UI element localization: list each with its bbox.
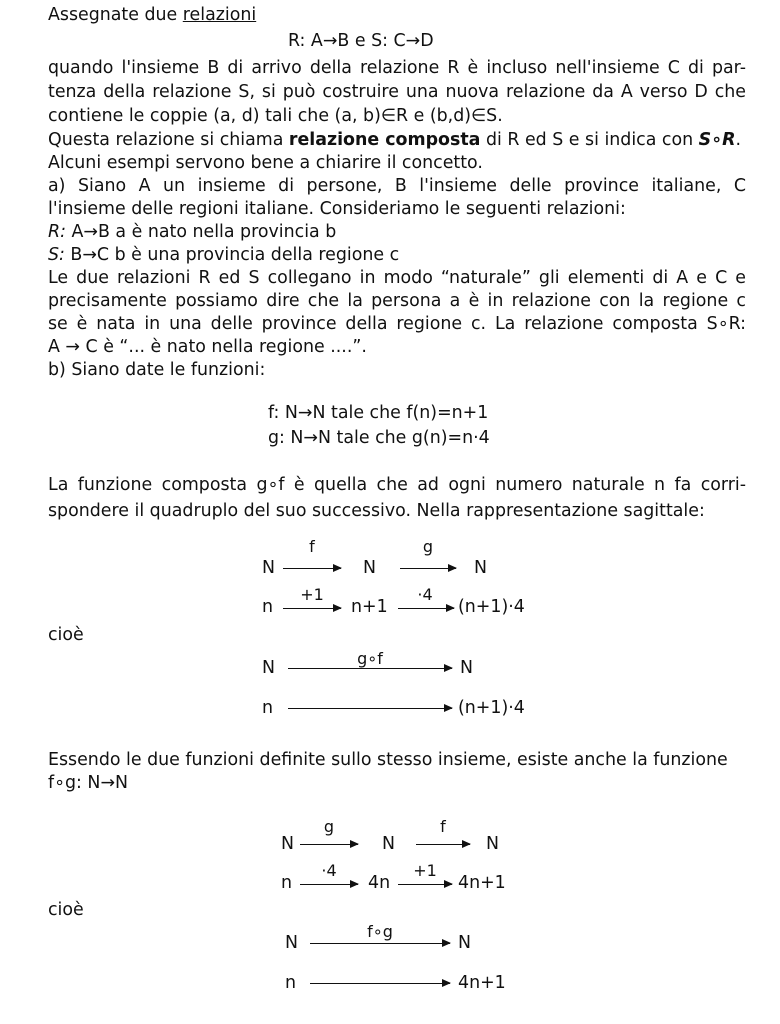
set-label: N xyxy=(474,558,488,578)
set-label: N xyxy=(285,933,299,953)
arrow-label: f xyxy=(440,817,446,836)
arrow-right-icon xyxy=(300,884,358,885)
para1-line2: tenza della relazione S, si può costruire una nuova relazione da A verso D che xyxy=(48,82,746,102)
example-a-line7: se è nata in una delle province della regione c. La relazione composta S∘R: xyxy=(48,314,746,334)
set-label: N xyxy=(486,834,500,854)
arrow-right-icon xyxy=(283,568,341,569)
set-label: N xyxy=(281,834,295,854)
element-label: 4n xyxy=(368,873,391,893)
relation-r-line xyxy=(48,221,336,243)
definition-line xyxy=(48,129,741,151)
relation-formula: R: A→B e S: C→D xyxy=(288,31,434,51)
arrow-label: ·4 xyxy=(417,585,433,604)
definition-mid: di R ed S e si indica con xyxy=(480,130,699,150)
arrow-label: +1 xyxy=(300,585,324,604)
example-a-line5: Le due relazioni R ed S collegano in modo “naturale” gli elementi di A e C e xyxy=(48,268,746,288)
set-label: N xyxy=(262,558,276,578)
fg-intro-line2: f∘g: N→N xyxy=(48,773,129,793)
intro-text: Assegnate due xyxy=(48,5,183,25)
element-label: 4n+1 xyxy=(458,873,506,893)
para3: Alcuni esempi servono bene a chiarire il concetto. xyxy=(48,153,483,173)
element-label: (n+1)·4 xyxy=(458,597,525,617)
element-label: (n+1)·4 xyxy=(458,698,525,718)
fg-intro-line1: Essendo le due funzioni definite sullo stesso insieme, esiste anche la funzione xyxy=(48,750,728,770)
arrow-right-icon xyxy=(310,943,450,944)
function-f-definition: f: N→N tale che f(n)=n+1 xyxy=(268,403,489,423)
example-b-intro: b) Siano date le funzioni: xyxy=(48,360,266,380)
cioe-label: cioè xyxy=(48,625,84,645)
composition-symbol: S∘R xyxy=(698,130,736,150)
function-g-definition: g: N→N tale che g(n)=n·4 xyxy=(268,428,490,448)
relation-r-label: R: xyxy=(48,222,66,242)
element-label: n xyxy=(285,973,297,993)
definition-end: . xyxy=(735,130,742,150)
definition-pre: Questa relazione si chiama xyxy=(48,130,289,150)
arrow-right-icon xyxy=(310,983,450,984)
element-label: 4n+1 xyxy=(458,973,506,993)
para1-line3: contiene le coppie (a, d) tali che (a, b)∈R e (b,d)∈S. xyxy=(48,106,503,126)
example-a-line1: a) Siano A un insieme di persone, B l'insieme delle province italiane, C xyxy=(48,176,746,196)
arrow-right-icon xyxy=(398,608,454,609)
arrow-right-icon xyxy=(416,844,470,845)
para1-line1: quando l'insieme B di arrivo della relazione R è incluso nell'insieme C di par- xyxy=(48,58,746,78)
arrow-right-icon xyxy=(398,884,452,885)
relation-s-text: B→C b è una provincia della regione c xyxy=(64,245,400,265)
example-a-line2: l'insieme delle regioni italiane. Consideriamo le seguenti relazioni: xyxy=(48,199,626,219)
arrow-label: ·4 xyxy=(321,861,337,880)
example-a-line6: precisamente possiamo dire che la persona a è in relazione con la regione c xyxy=(48,291,746,311)
arrow-label: f xyxy=(309,537,315,556)
set-label: N xyxy=(382,834,396,854)
set-label: N xyxy=(262,658,276,678)
set-label: N xyxy=(363,558,377,578)
element-label: n xyxy=(281,873,293,893)
element-label: n xyxy=(262,597,274,617)
relation-s-label: S: xyxy=(48,245,65,265)
arrow-right-icon xyxy=(288,668,452,669)
arrow-right-icon xyxy=(283,608,341,609)
set-label: N xyxy=(458,933,472,953)
element-label: n+1 xyxy=(351,597,388,617)
relation-s-line xyxy=(48,244,399,266)
relation-r-text: A→B a è nato nella provincia b xyxy=(65,222,337,242)
arrow-label: g xyxy=(422,537,434,556)
relazioni-link-text: relazioni xyxy=(182,5,257,25)
arrow-right-icon xyxy=(400,568,456,569)
arrow-label: g∘f xyxy=(357,649,383,668)
set-label: N xyxy=(460,658,474,678)
definition-term: relazione composta xyxy=(288,130,481,150)
intro-line xyxy=(48,4,256,26)
arrow-label: +1 xyxy=(413,861,437,880)
composition-text-line2: spondere il quadruplo del suo successivo. Nella rappresentazione sagittale: xyxy=(48,501,705,521)
cioe-label: cioè xyxy=(48,900,84,920)
example-a-line8: A → C è “... è nato nella regione ....”. xyxy=(48,337,367,357)
arrow-right-icon xyxy=(300,844,358,845)
arrow-label: f∘g xyxy=(367,922,393,941)
composition-text-line1: La funzione composta g∘f è quella che ad ogni numero naturale n fa corri- xyxy=(48,475,746,495)
arrow-label: g xyxy=(323,817,335,836)
element-label: n xyxy=(262,698,274,718)
arrow-right-icon xyxy=(288,708,452,709)
